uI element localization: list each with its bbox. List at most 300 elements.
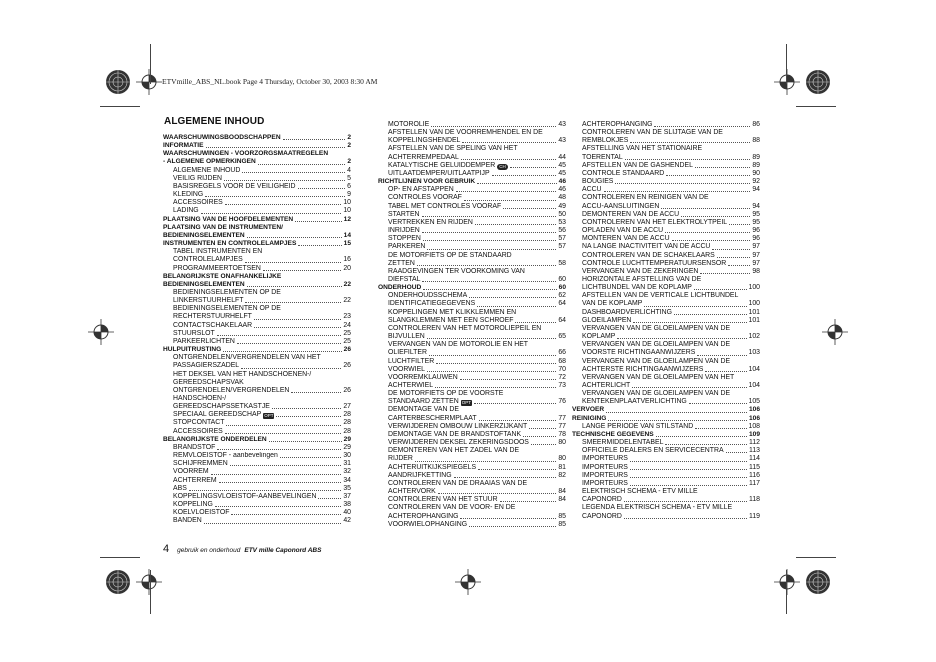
toc-entry-title: BEDIENINGSELEMENTEN [163, 231, 245, 239]
toc-entry-page: 101 [748, 316, 760, 324]
toc-entry-title: INFORMATIE [163, 142, 204, 150]
toc-entry-title: ACHTEROPHANGING [388, 512, 459, 520]
dot-leader [477, 306, 556, 307]
toc-entry [378, 292, 566, 300]
toc-entry [163, 338, 351, 346]
toc-entry [378, 178, 566, 186]
toc-entry [378, 390, 566, 398]
toc-entry [163, 256, 351, 264]
toc-entry-title: STUURSLOT [173, 329, 215, 337]
toc-entry-title: RICHTLIJNEN VOOR GEBRUIK [378, 178, 476, 186]
toc-entry-title: ONDERHOUDSSCHEMA [388, 292, 468, 300]
toc-entry-title: ELEKTRISCH SCHEMA - ETV MILLE [582, 488, 698, 496]
toc-entry-title: - ALGEMENE OPMERKINGEN [163, 158, 256, 166]
toc-entry-title: DEMONTEREN VAN HET ZADEL VAN DE [388, 447, 520, 455]
toc-entry-title: LUCHTFILTER [388, 357, 435, 365]
toc-entry-title: ACCESSOIRES [173, 199, 223, 207]
toc-entry-title: ZETTEN [388, 259, 415, 267]
toc-entry-title: AFSTELLEN VAN DE VOORREMHENDEL EN DE [388, 129, 543, 137]
toc-entry [163, 403, 351, 411]
toc-entry-page: 76 [558, 398, 566, 406]
dot-leader [276, 416, 341, 417]
dot-leader [225, 433, 342, 434]
toc-entry-title: BEDIENINGSELEMENTEN [163, 280, 245, 288]
toc-entry [163, 501, 351, 509]
toc-entry [572, 439, 760, 447]
toc-entry-page: 95 [752, 210, 760, 218]
toc-entry [163, 509, 351, 517]
toc-entry [572, 423, 760, 431]
toc-entry-title: SLANGKLEMMEN MET EEN SCHROEF [388, 316, 514, 324]
toc-entry-title: ACHTERVORK [388, 488, 436, 496]
toc-entry-page: 115 [749, 463, 760, 471]
toc-entry [163, 428, 351, 436]
toc-entry-title: VERTREKKEN EN RIJDEN [388, 218, 473, 226]
toc-entry [163, 436, 351, 444]
dot-leader [242, 172, 345, 173]
toc-entry [572, 349, 760, 357]
toc-entry [163, 468, 351, 476]
toc-entry [572, 472, 760, 480]
toc-entry [572, 260, 760, 268]
toc-entry-title: SMEERMIDDELENTABEL [582, 439, 664, 447]
toc-entry [572, 178, 760, 186]
toc-entry-page: 73 [558, 382, 566, 389]
dot-leader [456, 191, 557, 192]
toc-entry [163, 395, 351, 403]
toc-entry-title: INRIJDEN [388, 227, 420, 235]
toc-entry-title: AFSTELLING VAN HET STATIONAIRE [582, 145, 703, 153]
dot-leader [705, 371, 746, 372]
dot-leader [464, 200, 556, 201]
dot-leader [298, 245, 341, 246]
toc-entry [378, 496, 566, 504]
toc-entry-page: 5 [347, 174, 351, 182]
dot-leader [438, 493, 557, 494]
dot-leader [689, 403, 747, 404]
dot-leader [510, 167, 557, 168]
dot-leader [644, 306, 746, 307]
toc-entry-title: MONTEREN VAN DE ACCU [582, 235, 670, 243]
toc-entry-page: 84 [558, 488, 566, 496]
toc-entry [163, 207, 351, 215]
toc-entry-page: 32 [343, 468, 351, 476]
toc-entry-title: HULPUITRUSTING [163, 346, 222, 354]
dot-leader [606, 412, 747, 413]
toc-entry [163, 485, 351, 493]
dot-leader [531, 444, 556, 445]
toc-entry-title: AANDRIJFKETTING [388, 471, 452, 479]
footer-text [177, 547, 321, 554]
toc-entry-page: 48 [558, 194, 566, 202]
dot-leader [523, 436, 556, 437]
toc-entry-title: IMPORTEURS [582, 471, 628, 479]
toc-entry [378, 455, 566, 463]
dot-leader [630, 461, 747, 462]
toc-entry-title: AFSTELLEN VAN DE GASHENDEL [582, 161, 693, 169]
toc-entry-title: IMPORTEURS [582, 455, 628, 463]
toc-entry-page: 25 [343, 337, 351, 345]
dot-leader [469, 297, 556, 298]
toc-entry-title: HANDSCHOEN-/ [173, 395, 227, 402]
toc-entry [378, 203, 566, 211]
toc-entry-title: VOORSTE RICHTINGAANWIJZERS [582, 349, 696, 357]
toc-entry-title: VERVANGEN VAN DE GLOEILAMPEN VAN HET [582, 373, 735, 381]
toc-entry-title: BASISREGELS VOOR DE VEILIGHEID [173, 182, 296, 190]
dot-leader [189, 490, 342, 491]
dot-leader [665, 444, 747, 445]
toc-entry-title: LICHTBUNDEL VAN DE KOPLAMP [582, 284, 692, 292]
toc-entry-page: 40 [343, 509, 351, 517]
toc-entry-title: AFSTELLEN VAN DE VERTICALE LICHTBUNDEL [582, 292, 739, 300]
toc-entry-page: 90 [752, 169, 760, 177]
toc-entry-page: 34 [343, 476, 351, 484]
toc-entry-page: 35 [343, 484, 351, 492]
toc-entry-title: TABEL MET CONTROLES VOORAF [388, 202, 502, 210]
toc-entry [572, 235, 760, 243]
page-title: ALGEMENE INHOUD [164, 116, 265, 127]
toc-entry [378, 382, 566, 390]
dot-leader [474, 403, 556, 404]
toc-entry [163, 379, 351, 387]
toc-entry-title: PROGRAMMEERTOETSEN [173, 264, 261, 272]
toc-entry [378, 227, 566, 235]
toc-entry [163, 419, 351, 427]
dot-leader [454, 477, 557, 478]
toc-entry-title: STANDAARD ZETTEN [388, 398, 459, 406]
toc-entry [378, 341, 566, 349]
toc-entry [572, 170, 760, 178]
toc-entry-page: 12 [343, 215, 351, 223]
toc-entry [572, 488, 760, 496]
toc-entry [378, 521, 566, 529]
toc-entry-title: STARTEN [388, 210, 420, 218]
toc-entry-page: 53 [558, 218, 566, 226]
toc-entry-title: BRANDSTOF [173, 443, 216, 451]
dot-leader [204, 523, 342, 524]
toc-entry [163, 371, 351, 379]
dot-leader [223, 351, 341, 352]
toc-entry-title: PLAATSING VAN DE INSTRUMENTEN/ [163, 223, 283, 231]
toc-entry-title: KLEDING [173, 191, 204, 199]
toc-entry-title: VOORWIELOPHANGING [388, 520, 468, 528]
toc-entry-page: 89 [752, 153, 760, 161]
toc-entry-title: KOPPELINGSVLOEISTOF-AANBEVELINGEN [173, 492, 317, 500]
dot-leader [269, 441, 342, 442]
toc-entry [163, 477, 351, 485]
toc-entry [163, 265, 351, 273]
toc-entry-title: CONTROLEREN VAN DE VOOR- EN DE [388, 504, 516, 512]
toc-entry-title: VERVOER [572, 406, 605, 414]
toc-entry-title: BANDEN [173, 517, 202, 525]
toc-entry-title: RECHTERSTUURHELFT [173, 313, 252, 321]
toc-entry-page: 10 [343, 207, 351, 215]
toc-entry [378, 137, 566, 145]
dot-leader [712, 249, 750, 250]
toc-entry [378, 431, 566, 439]
toc-entry-page: 45 [558, 169, 566, 177]
toc-entry [378, 268, 566, 276]
toc-entry-page: 112 [749, 439, 760, 447]
dot-leader [695, 167, 750, 168]
toc-entry-page: 10 [343, 199, 351, 207]
toc-entry-page: 27 [343, 403, 351, 411]
dot-leader [435, 387, 556, 388]
toc-entry-page: 94 [752, 186, 760, 194]
toc-entry-title: CAPONORD [582, 512, 622, 520]
toc-entry-title: ACHTERWIEL [388, 382, 434, 389]
toc-entry-title: SPECIAAL GEREEDSCHAP [173, 411, 262, 419]
dot-leader [247, 237, 342, 238]
toc-entry-title: CONTROLEREN VAN HET MOTOROLIEPEIL EN [388, 324, 542, 332]
toc-entry-title: ONDERHOUD [378, 284, 422, 292]
dot-leader [217, 335, 342, 336]
registration-mark-icon [103, 67, 133, 97]
dot-leader [415, 461, 556, 462]
toc-entry-title: BELANGRIJKSTE ONAFHANKELIJKE [163, 272, 282, 280]
toc-entry-title: CONTROLEREN VAN HET STUUR [388, 496, 498, 504]
toc-entry [572, 317, 760, 325]
toc-entry-page: 62 [558, 292, 566, 300]
dot-leader [661, 208, 750, 209]
toc-entry-title: BELANGRIJKSTE ONDERDELEN [163, 435, 267, 443]
toc-entry-title: OFFICIËLE DEALERS EN SERVICECENTRA [582, 447, 724, 455]
toc-entry-title: STOPPEN [388, 235, 421, 243]
toc-entry [572, 447, 760, 455]
registration-mark-icon [803, 567, 833, 597]
toc-entry [378, 186, 566, 194]
toc-entry [572, 276, 760, 284]
toc-entry [378, 366, 566, 374]
dot-leader [630, 142, 750, 143]
toc-entry-title: HET DEKSEL VAN HET HANDSCHOENEN-/ [173, 370, 312, 378]
toc-entry [163, 142, 351, 150]
toc-entry-page: 60 [558, 284, 566, 292]
dot-leader [624, 518, 747, 519]
toc-entry-title: VERVANGEN VAN DE GLOEILAMPEN VAN DE [582, 341, 731, 349]
toc-entry [378, 406, 566, 414]
toc-entry-title: IMPORTEURS [582, 479, 628, 487]
toc-entry [378, 252, 566, 260]
toc-entry-page: 29 [343, 435, 351, 443]
toc-entry [163, 305, 351, 313]
toc-entry [378, 300, 566, 308]
toc-entry-title: REINIGING [572, 414, 607, 422]
toc-entry-page: 77 [558, 414, 566, 422]
toc-entry-title: PARKEREN [388, 243, 426, 251]
toc-entry-title: DIEFSTAL [388, 275, 421, 283]
toc-entry-title: ONTGRENDELEN/VERGRENDELEN [173, 386, 290, 394]
dot-leader [478, 469, 556, 470]
toc-entry [163, 322, 351, 330]
toc-entry-title: ACHTEROPHANGING [582, 121, 653, 128]
toc-entry-title: VERVANGEN VAN DE GLOEILAMPEN VAN DE [582, 324, 731, 332]
toc-entry-page: 97 [752, 251, 760, 259]
toc-entry [163, 460, 351, 468]
toc-entry-title: VERVANGEN VAN DE ZEKERINGEN [582, 267, 699, 275]
toc-entry-title: IDENTIFICATIEGEGEVENS [388, 300, 476, 308]
toc-entry-title: BIJVULLEN [388, 333, 425, 341]
toc-entry-title: PLAATSING VAN DE HOOFDELEMENTEN [163, 215, 294, 223]
dot-leader [608, 420, 747, 421]
crop-line [786, 44, 787, 84]
toc-entry-title: REMVLOEISTOF - aanbevelingen [173, 452, 278, 460]
toc-entry-title: SCHIJFREMMEN [173, 460, 228, 468]
dot-leader [237, 343, 341, 344]
toc-entry [163, 158, 351, 166]
dot-leader [427, 249, 556, 250]
toc-entry-page: 6 [347, 182, 351, 190]
toc-entry-title: ACHTERUITKIJKSPIEGELS [388, 463, 477, 471]
toc-entry [163, 167, 351, 175]
toc-entry-page: 43 [558, 137, 566, 145]
toc-entry-title: VAN DE KOPLAMP [582, 300, 643, 308]
dot-leader [254, 327, 341, 328]
toc-entry [378, 154, 566, 162]
dot-leader [226, 425, 341, 426]
toc-entry-title: ACHTERREM [173, 476, 217, 484]
dot-leader [477, 183, 557, 184]
toc-entry [572, 194, 760, 202]
toc-entry-title: BEDIENINGSELEMENTEN OP DE [173, 288, 281, 296]
toc-entry [378, 243, 566, 251]
toc-entry-title: CONTROLES VOORAF [388, 194, 462, 202]
toc-entry-title: TECHNISCHE GEGEVENS [572, 430, 654, 438]
toc-entry-page: 108 [748, 422, 760, 430]
toc-entry [378, 317, 566, 325]
toc-entry-page: 26 [343, 386, 351, 394]
toc-entry [378, 170, 566, 178]
toc-entry [378, 415, 566, 423]
crosshair-mark-icon [453, 567, 483, 597]
toc-entry [163, 493, 351, 501]
toc-entry [572, 464, 760, 472]
toc-entry-title: WAARSCHUWINGEN - VOORZORGSMAATREGELEN [163, 150, 329, 158]
toc-entry [572, 455, 760, 463]
toc-entry-page: 116 [749, 471, 760, 479]
toc-entry [572, 154, 760, 162]
toc-entry [378, 162, 566, 170]
dot-leader [427, 338, 557, 339]
dot-leader [215, 506, 342, 507]
toc-entry-title: CAPONORD [582, 496, 622, 504]
toc-entry-title: DASHBOARDVERLICHTING [582, 308, 672, 316]
toc-entry-page: 84 [558, 496, 566, 504]
toc-entry-title: LEGENDA ELEKTRISCH SCHEMA - ETV MILLE [582, 504, 733, 512]
toc-entry [378, 194, 566, 202]
toc-entry-page: 44 [558, 153, 566, 161]
toc-entry-page: 28 [343, 427, 351, 435]
dot-leader [630, 485, 747, 486]
dot-leader [436, 363, 556, 364]
toc-entry-page: 24 [343, 321, 351, 329]
dot-leader [529, 428, 556, 429]
crosshair-mark-icon [820, 317, 850, 347]
dot-leader [460, 379, 557, 380]
toc-entry-title: DEMONTAGE VAN DE [388, 406, 459, 414]
toc-entry-page: 100 [748, 284, 760, 292]
toc-entry-title: LADING [173, 207, 199, 215]
toc-entry-title: HORIZONTALE AFSTELLING VAN DE [582, 275, 702, 283]
toc-entry-title: CONTROLELAMPJES [173, 256, 243, 264]
dot-leader [500, 501, 557, 502]
toc-column-2 [378, 121, 566, 529]
toc-entry-title: DE MOTORFIETS OP DE STANDAARD [388, 251, 512, 259]
dot-leader [283, 139, 346, 140]
registration-mark-icon [803, 67, 833, 97]
toc-entry-title: LANGE PERIODE VAN STILSTAND [582, 422, 694, 430]
toc-entry-title: OPLADEN VAN DE ACCU [582, 227, 664, 235]
dot-leader [205, 196, 345, 197]
toc-entry [572, 415, 760, 423]
dot-leader [695, 428, 746, 429]
crop-line [100, 557, 140, 558]
toc-entry-page: 4 [347, 166, 351, 174]
toc-entry-title: MOTOROLIE [388, 121, 430, 128]
toc-entry-title: ACHTERSTE RICHTINGAANWIJZERS [582, 365, 704, 373]
dot-leader [231, 514, 341, 515]
toc-entry-page: 37 [343, 492, 351, 500]
toc-entry-page: 38 [343, 501, 351, 509]
toc-entry [572, 398, 760, 406]
toc-entry-page: 22 [343, 297, 351, 305]
dot-leader [681, 216, 750, 217]
dot-leader [666, 175, 750, 176]
dot-leader [417, 265, 557, 266]
dot-leader [615, 183, 750, 184]
toc-entry-title: KENTEKENPLAATVERLICHTING [582, 398, 687, 406]
toc-entry-page: 30 [343, 452, 351, 460]
dot-leader [624, 501, 747, 502]
dot-leader [245, 302, 341, 303]
dot-leader [503, 208, 556, 209]
dot-leader [726, 452, 747, 453]
toc-entry [572, 211, 760, 219]
toc-entry-title: ACCESSOIRES [173, 427, 223, 435]
toc-entry-title: ACCU [582, 186, 602, 194]
toc-entry-page: 2 [347, 158, 351, 166]
toc-entry [163, 452, 351, 460]
dot-leader [429, 355, 556, 356]
dot-leader [291, 392, 341, 393]
toc-entry [378, 219, 566, 227]
toc-entry-page: 103 [748, 349, 760, 357]
toc-entry [163, 150, 351, 158]
dot-leader [672, 240, 751, 241]
crop-line [786, 570, 787, 614]
toc-entry-title: PASSAGIERSZADEL [173, 362, 240, 370]
toc-entry-page: 96 [752, 235, 760, 243]
toc-entry-page: 14 [343, 231, 351, 239]
toc-entry-page: 98 [752, 267, 760, 275]
toc-entry-title: BOUGIES [582, 178, 614, 186]
toc-entry [378, 325, 566, 333]
toc-entry [163, 346, 351, 354]
toc-entry [378, 480, 566, 488]
toc-entry-title: KATALYTISCHE GELUIDDEMPER [388, 161, 496, 169]
page-footer [163, 543, 321, 555]
toc-entry [378, 121, 566, 129]
toc-entry-title: CARTERBESCHERMPLAAT [388, 414, 477, 422]
toc-entry-page: 46 [558, 178, 566, 186]
toc-entry-title: PARKEERLICHTEN [173, 337, 235, 345]
footer-label: gebruik en onderhoud [177, 547, 241, 554]
toc-entry-title: VERVANGEN VAN DE GLOEILAMPEN VAN DE [582, 390, 731, 398]
toc-entry [163, 517, 351, 525]
toc-entry [572, 227, 760, 235]
toc-entry [378, 358, 566, 366]
dot-leader [717, 257, 751, 258]
